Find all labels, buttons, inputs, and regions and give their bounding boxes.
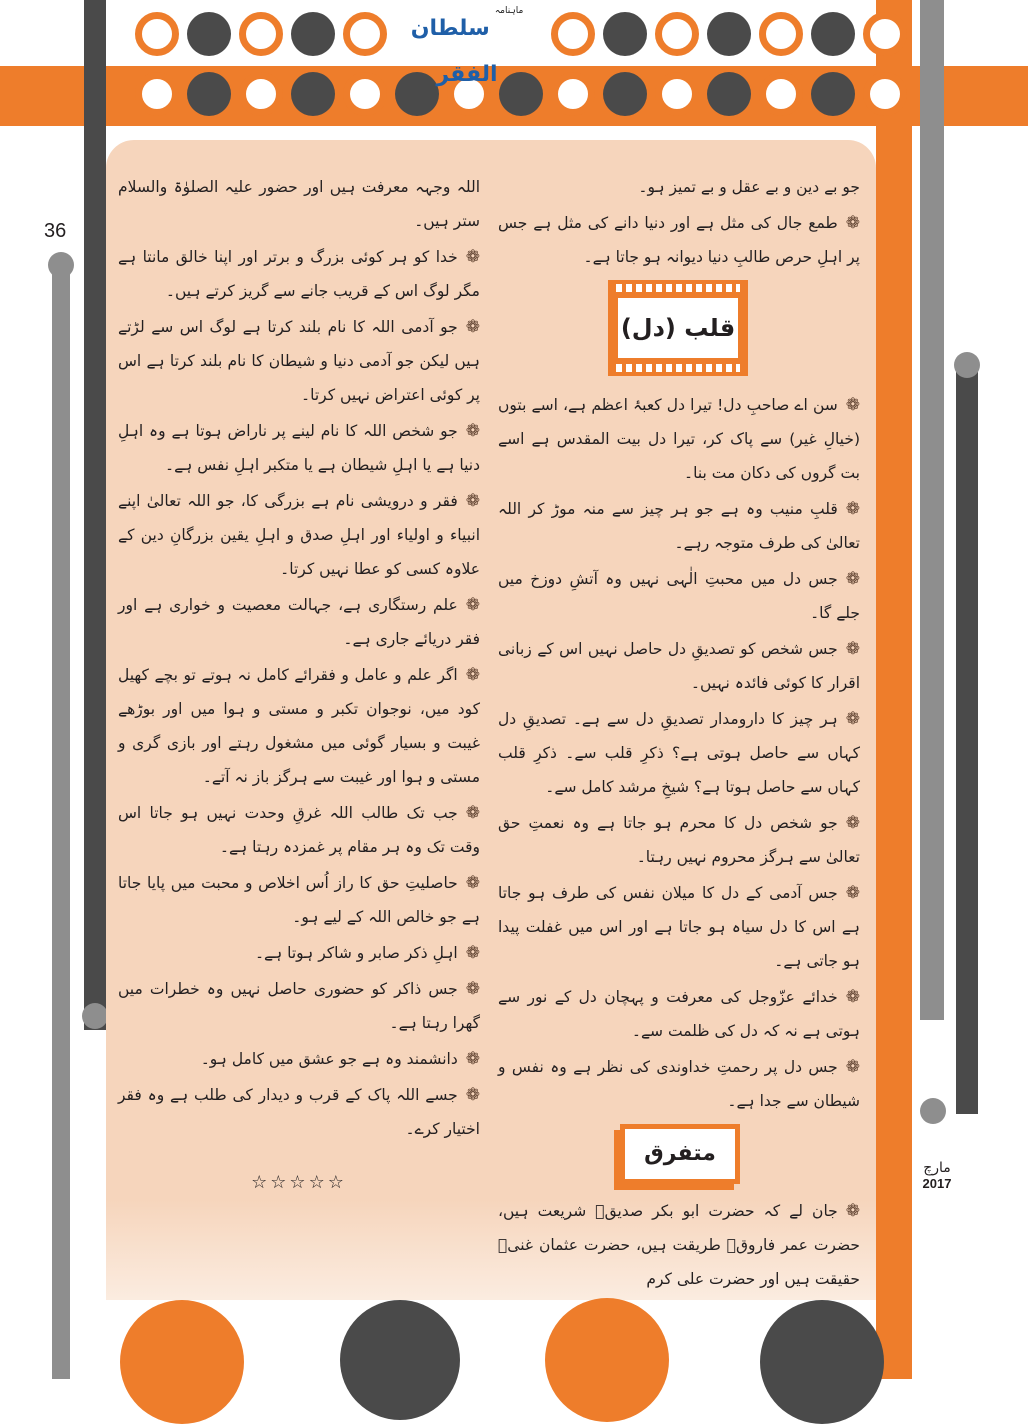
flower-bullet-icon: ❁ xyxy=(845,987,860,1007)
header-dot xyxy=(499,72,543,116)
mutafarriq-heading: متفرق xyxy=(644,1141,716,1166)
list-item-text: خدائے عزّوجل کی معرفت و پہچان دل کے نور سے ہوتی ہے نہ کہ دل کی ظلمت سے۔ xyxy=(498,988,860,1040)
list-item xyxy=(498,980,860,1048)
header-dot xyxy=(811,12,855,56)
header-dot xyxy=(343,12,387,56)
list-item xyxy=(118,658,480,794)
header-dot xyxy=(291,72,335,116)
list-item-text: جو آدمی اللہ کا نام بلند کرتا ہے لوگ اس سے لڑتے ہیں لیکن جو آدمی دنیا و شیطان کا نام بلند کرتا ہے اس پر کوئی اعتراض نہیں کرتا۔ xyxy=(118,318,480,404)
list-item-text: جس ذاکر کو حضوری حاصل نہیں وہ خطرات میں گھرا رہتا ہے۔ xyxy=(118,980,480,1032)
list-item-text: جس آدمی کے دل کا میلان نفس کی طرف ہو جاتا ہے اس کا دل سیاہ ہو جاتا ہے اور اس میں غفلت پیدا ہو جاتی ہے۔ xyxy=(498,884,860,970)
header-dot xyxy=(707,12,751,56)
list-item-text: جس دل پر رحمتِ خداوندی کی نظر ہے وہ نفس و شیطان سے جدا ہے۔ xyxy=(498,1058,860,1110)
list-item xyxy=(498,806,860,874)
list-item-text: قلبِ منیب وہ ہے جو ہر چیز سے منہ موڑ کر اللہ تعالیٰ کی طرف متوجہ رہے۔ xyxy=(498,500,860,552)
header-dot xyxy=(187,72,231,116)
list-item xyxy=(118,588,480,656)
flower-bullet-icon: ❁ xyxy=(465,873,480,893)
magazine-title-block xyxy=(408,6,526,87)
list-item xyxy=(498,1194,860,1296)
left-rail-knob xyxy=(48,252,74,278)
bottom-circle-1 xyxy=(120,1300,244,1424)
list-item xyxy=(118,310,480,412)
list-item-text: جو شخص دل کا محرم ہو جاتا ہے وہ نعمتِ حق تعالیٰ سے ہرگز محروم نہیں رہتا۔ xyxy=(498,814,860,866)
list-item-text: فقر و درویشی نام ہے بزرگی کا، جو اللہ تعالیٰ اپنے انبیاء و اولیاء اور اہلِ صدق و اہلِ یقین بزرگانِ دین کے علاوہ کسی کو عطا نہیں کرتا۔ xyxy=(118,492,480,578)
flower-bullet-icon: ❁ xyxy=(465,421,480,441)
flower-bullet-icon: ❁ xyxy=(465,803,480,823)
list-item xyxy=(118,866,480,934)
issue-date xyxy=(912,1160,962,1191)
right-rail xyxy=(956,364,978,1114)
flower-bullet-icon: ❁ xyxy=(465,247,480,267)
header-dot xyxy=(239,12,283,56)
header-dot xyxy=(863,12,907,56)
mutafarriq-heading-frame xyxy=(620,1124,740,1184)
flower-bullet-icon: ❁ xyxy=(465,1085,480,1105)
header-dot xyxy=(551,72,595,116)
left-lead: اللہ وجہہ معرفت ہیں اور حضور علیہ الصلوٰۃ والسلام ستر ہیں۔ xyxy=(118,178,480,230)
list-item-text: حاصلیتِ حق کا راز اُس اخلاص و محبت میں پایا جاتا ہے جو خالص اللہ کے لیے ہو۔ xyxy=(118,874,480,926)
left-rail xyxy=(52,262,70,1379)
list-item xyxy=(498,388,860,490)
header-dot xyxy=(187,12,231,56)
list-item-text: ہر چیز کا دارومدار تصدیقِ دل سے ہے۔ تصدیقِ دل کہاں سے حاصل ہوتی ہے؟ ذکرِ قلب سے۔ ذکرِ قلب کہاں سے حاصل ہوتا ہے؟ شیخِ مرشد کامل سے۔ xyxy=(498,710,860,796)
flower-bullet-icon: ❁ xyxy=(845,569,860,589)
bottom-circle-3 xyxy=(545,1298,669,1422)
list-item xyxy=(498,702,860,804)
list-item xyxy=(118,972,480,1040)
list-item xyxy=(498,1050,860,1118)
list-item xyxy=(498,632,860,700)
header-dot xyxy=(863,72,907,116)
list-item-text: جان لے کہ حضرت ابو بکر صدیقؓ شریعت ہیں، حضرت عمر فاروقؓ طریقت ہیں، حضرت عثمان غنیؓ حقیقت ہیں اور حضرت علی کرم xyxy=(498,1202,860,1288)
issue-month: مارچ xyxy=(923,1160,951,1176)
right-orange-bar xyxy=(876,0,912,1379)
film-holes-bottom xyxy=(616,364,740,372)
flower-bullet-icon: ❁ xyxy=(845,813,860,833)
list-item-text: اگر علم و عامل و فقرائے کامل نہ ہوتے تو بچے کھیل کود میں، نوجوان تکبر و مستی و ہوا میں اور بوڑھے غیبت و بسیار گوئی میں مشغول رہتے اور بازی گری و مستی و ہوا اور غیبت سے ہرگز باز نہ آتے۔ xyxy=(118,666,480,786)
header-dot xyxy=(811,72,855,116)
list-item-text: جس شخص کو تصدیقِ دل حاصل نہیں اس کے زبانی اقرار کا کوئی فائدہ نہیں۔ xyxy=(498,640,860,692)
flower-bullet-icon: ❁ xyxy=(465,317,480,337)
flower-bullet-icon: ❁ xyxy=(845,639,860,659)
list-item xyxy=(498,562,860,630)
flower-bullet-icon: ❁ xyxy=(465,943,480,963)
list-item xyxy=(118,240,480,308)
flower-bullet-icon: ❁ xyxy=(465,1049,480,1069)
list-item xyxy=(118,936,480,970)
list-item-text: جسے اللہ پاک کے قرب و دیدار کی طلب ہے وہ فقر اختیار کرے۔ xyxy=(118,1086,480,1138)
header-dot xyxy=(239,72,283,116)
header-dot xyxy=(707,72,751,116)
flower-bullet-icon: ❁ xyxy=(465,665,480,685)
left-bar-knob xyxy=(82,1003,108,1029)
magazine-prefix: ماہنامہ xyxy=(494,6,524,16)
end-stars: ☆☆☆☆☆ xyxy=(251,1172,347,1193)
issue-year: 2017 xyxy=(922,1176,952,1191)
page-number: 36 xyxy=(44,220,67,242)
qalb-heading-frame xyxy=(608,280,748,376)
header-dot xyxy=(603,72,647,116)
right-lead: جو بے دین و بے عقل و بے تمیز ہو۔ xyxy=(638,178,860,196)
flower-bullet-icon: ❁ xyxy=(845,499,860,519)
bottom-circle-4 xyxy=(760,1300,884,1424)
header-dot xyxy=(655,12,699,56)
flower-bullet-icon: ❁ xyxy=(845,1201,860,1221)
list-item xyxy=(118,484,480,586)
list-item-text: طمع جال کی مثل ہے اور دنیا دانے کی مثل ہے جس پر اہلِ حرص طالبِ دنیا دیوانہ ہو جاتا ہے۔ xyxy=(498,214,860,266)
list-item-text: جو شخص اللہ کا نام لینے پر ناراض ہوتا ہے وہ اہلِ دنیا ہے یا اہلِ شیطان ہے یا متکبر اہلِ نفس ہے۔ xyxy=(118,422,480,474)
left-column xyxy=(118,170,480,1200)
list-item xyxy=(118,414,480,482)
list-item-text: علم رستگاری ہے، جہالت معصیت و خواری ہے اور فقر دریائے جاری ہے۔ xyxy=(118,596,480,648)
list-item xyxy=(118,1078,480,1146)
header-dot xyxy=(759,72,803,116)
right-gray-bar xyxy=(920,0,944,1020)
list-item xyxy=(498,876,860,978)
header-dot xyxy=(603,12,647,56)
list-item xyxy=(118,796,480,864)
left-dark-bar xyxy=(84,0,106,1030)
header-dot xyxy=(395,72,439,116)
flower-bullet-icon: ❁ xyxy=(845,883,860,903)
list-item xyxy=(498,206,860,274)
list-item-text: خدا کو ہر کوئی بزرگ و برتر اور اپنا خالق مانتا ہے مگر لوگ اس کے قریب جانے سے گریز کرتے ہیں۔ xyxy=(118,248,480,300)
header-dot xyxy=(551,12,595,56)
right-rail-knob-bottom xyxy=(920,1098,946,1124)
flower-bullet-icon: ❁ xyxy=(845,709,860,729)
magazine-title: سلطان الفقر xyxy=(410,16,498,87)
right-column xyxy=(498,170,860,1298)
list-item-text: سن اے صاحبِ دل! تیرا دل کعبۂ اعظم ہے، اسے بتوں (خیالِ غیر) سے پاک کر، تیرا دل بیت المقدس ہے اسے بت گروں کی دکان مت بنا۔ xyxy=(498,396,860,482)
flower-bullet-icon: ❁ xyxy=(845,213,860,233)
header-dot xyxy=(655,72,699,116)
flower-bullet-icon: ❁ xyxy=(845,395,860,415)
film-holes-top xyxy=(616,284,740,292)
flower-bullet-icon: ❁ xyxy=(465,979,480,999)
bottom-circle-2 xyxy=(340,1300,460,1420)
flower-bullet-icon: ❁ xyxy=(465,491,480,511)
list-item xyxy=(498,492,860,560)
header-dot xyxy=(759,12,803,56)
list-item-text: دانشمند وہ ہے جو عشق میں کامل ہو۔ xyxy=(200,1050,458,1068)
header-dot xyxy=(135,12,179,56)
header-dot xyxy=(291,12,335,56)
qalb-heading: قلب (دل) xyxy=(618,298,738,358)
flower-bullet-icon: ❁ xyxy=(465,595,480,615)
header-dot xyxy=(135,72,179,116)
list-item xyxy=(118,1042,480,1076)
list-item-text: جس دل میں محبتِ الٰہی نہیں وہ آتشِ دوزخ میں جلے گا۔ xyxy=(498,570,860,622)
flower-bullet-icon: ❁ xyxy=(845,1057,860,1077)
header-dot xyxy=(343,72,387,116)
list-item-text: اہلِ ذکر صابر و شاکر ہوتا ہے۔ xyxy=(254,944,458,962)
list-item-text: جب تک طالب اللہ غرقِ وحدت نہیں ہو جاتا اس وقت تک وہ ہر مقام پر غمزدہ رہتا ہے۔ xyxy=(118,804,480,856)
right-rail-knob-top xyxy=(954,352,980,378)
